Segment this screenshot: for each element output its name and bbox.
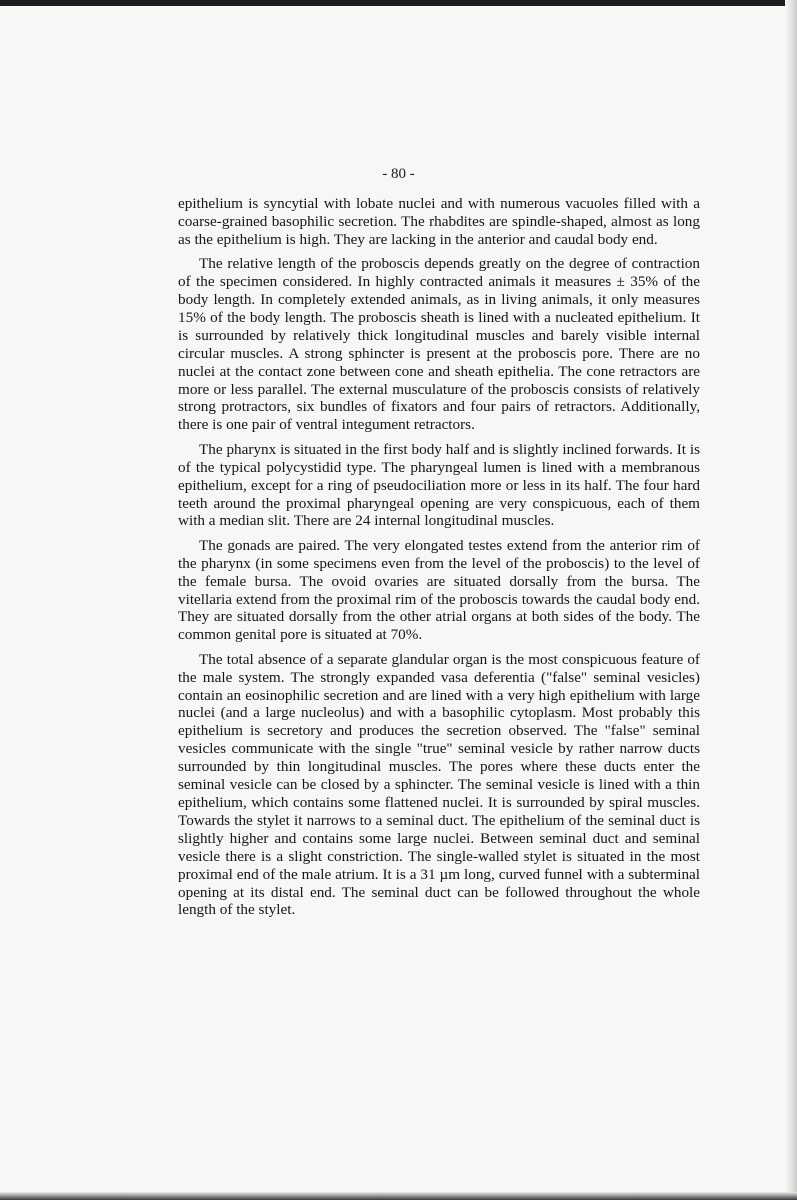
paragraph-epithelium: epithelium is syncytial with lobate nuclei and with numerous vacuoles filled with a coarse-grained basophilic secretion. The rhabdites are spindle-shaped, almost as long as the epithelium is high. They are lacking in the anterior and caudal body end. — [178, 195, 700, 248]
paragraph-pharynx: The pharynx is situated in the first body half and is slightly inclined forwards. It is of the typical polycystidid type. The pharyngeal lumen is lined with a membranous epithelium, except for a ring of pseudociliation more or less in its half. The four hard teeth around the proximal pharyngeal opening are very conspicuous, each of them with a median slit. There are 24 internal longitudinal muscles. — [178, 440, 700, 530]
scan-bottom-edge — [0, 1192, 797, 1200]
scan-top-edge — [0, 0, 797, 6]
paragraph-gonads: The gonads are paired. The very elongated testes extend from the anterior rim of the pharynx (in some specimens even from the level of the proboscis) to the level of the female bursa. The ovoid ovaries are situated dorsally from the bursa. The vitellaria extend from the proximal rim of the proboscis towards the caudal body end. They are situated dorsally from the other atrial organs at both sides of the body. The common genital pore is situated at 70%. — [178, 536, 700, 644]
paragraph-male-system: The total absence of a separate glandular organ is the most conspicuous feature of the male system. The strongly expanded vasa deferentia ("false" seminal vesicles) contain an eosinophilic secretion and are lined with a very high epithelium with large nuclei (and a large nucleolus) and with a basophilic cytoplasm. Most probably this epithelium is secretory and produces the secretion observed. The "false" seminal vesicles communicate with the single "true" seminal vesicle by rather narrow ducts surrounded by thin longitudinal muscles. The pores where these ducts enter the seminal vesicle can be closed by a sphincter. The seminal vesicle is lined with a thin epithelium, which contains some flattened nuclei. It is surrounded by spiral muscles. Towards the stylet it narrows to a seminal duct. The epithelium of the seminal duct is slightly higher and contains some large nuclei. Between seminal duct and seminal vesicle there is a slight constriction. The single-walled stylet is situated in the most proximal end of the male atrium. It is a 31 µm long, curved funnel with a subterminal opening at its distal end. The seminal duct can be followed throughout the whole length of the stylet. — [178, 650, 700, 919]
body-text — [178, 195, 700, 926]
page-number: - 80 - — [382, 166, 415, 182]
paragraph-proboscis: The relative length of the proboscis depends greatly on the degree of contraction of the specimen considered. In highly contracted animals it measures ± 35% of the body length. In completely extended animals, as in living animals, it only measures 15% of the body length. The proboscis sheath is lined with a nucleated epithelium. It is surrounded by relatively thick longitudinal muscles and barely visible internal circular muscles. A strong sphincter is present at the proboscis pore. There are no nuclei at the contact zone between cone and sheath epithelia. The cone retractors are more or less parallel. The external musculature of the proboscis consists of relatively strong protractors, six bundles of fixators and four pairs of retractors. Additionally, there is one pair of ventral integument retractors. — [178, 255, 700, 434]
